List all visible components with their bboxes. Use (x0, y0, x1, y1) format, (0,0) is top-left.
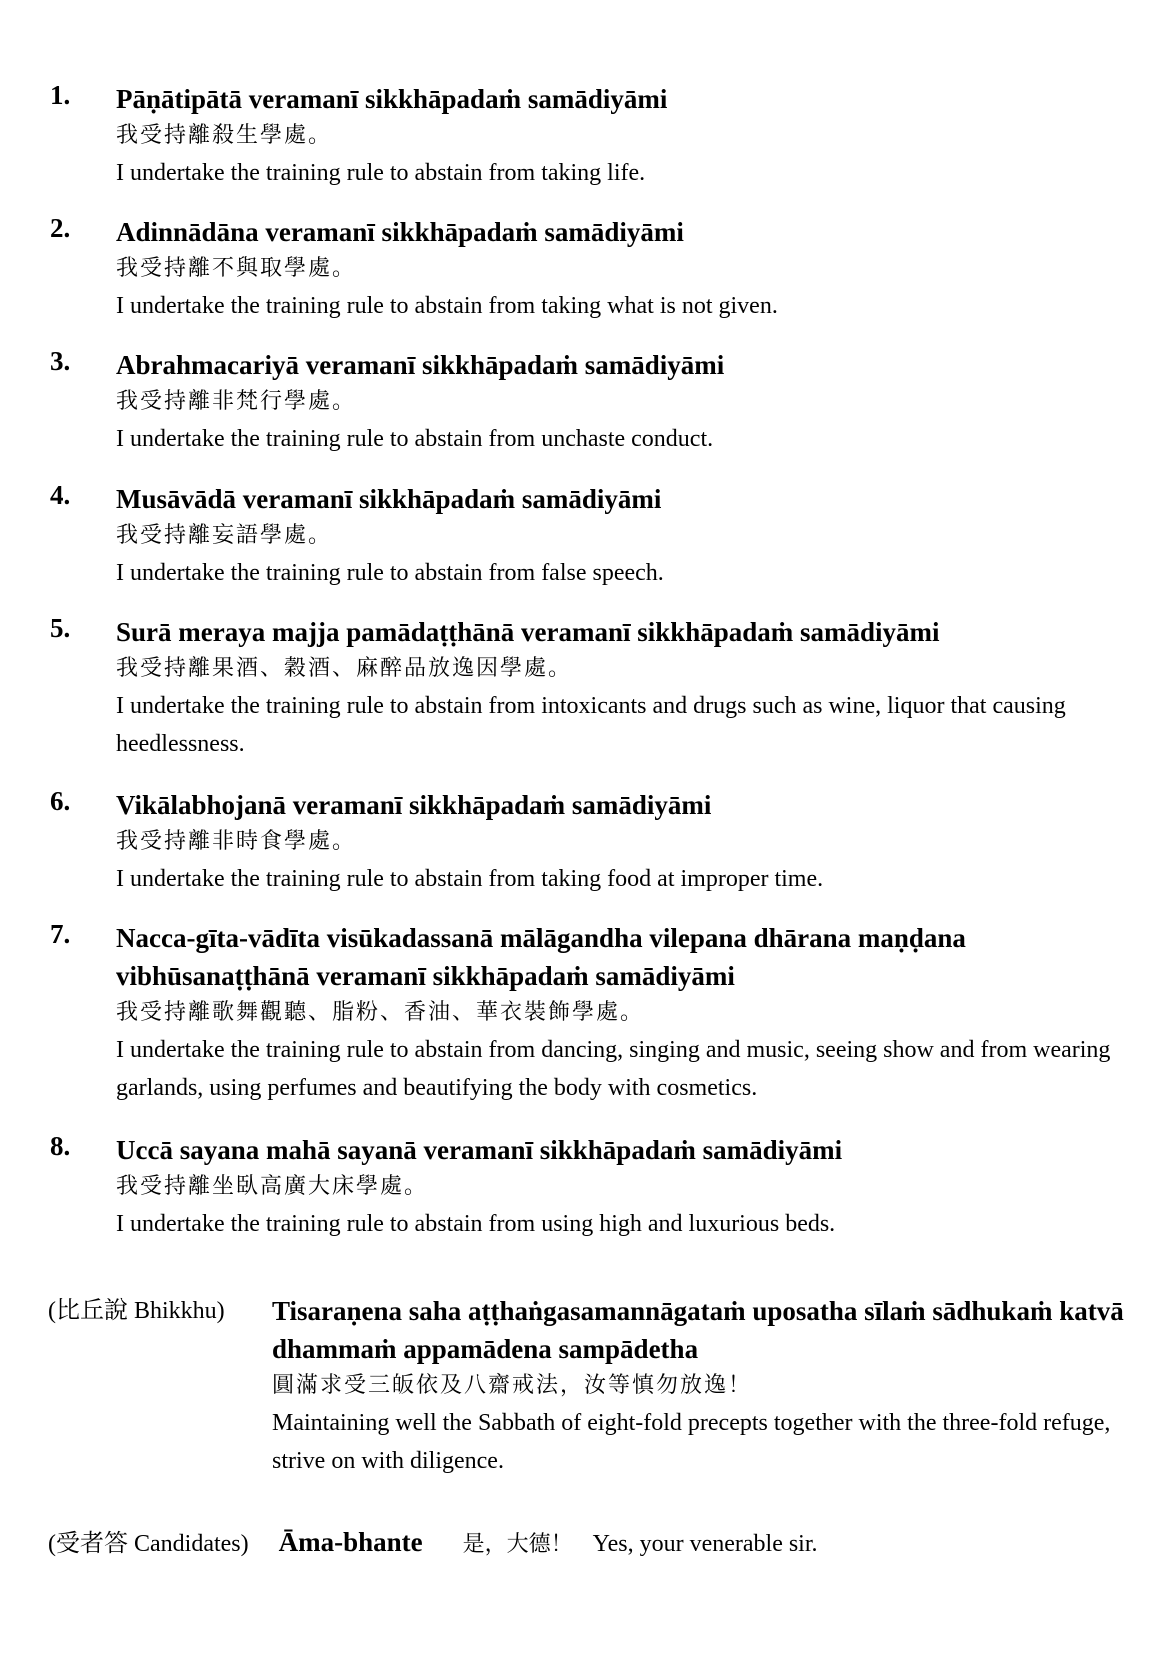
precept-pali: Musāvādā veramanī sikkhāpadaṁ samādiyāmi (116, 484, 662, 514)
exhortation-pali: Tisaraṇena saha aṭṭhaṅgasamannāgataṁ uposatha sīlaṁ sādhukaṁ katvā dhammaṁ appamādena sampādetha (272, 1296, 1124, 1364)
candidates-role-label: (受者答 Candidates) (48, 1531, 249, 1557)
precept-english: I undertake the training rule to abstain from taking food at improper time. (116, 866, 824, 892)
precept-pali: Surā meraya majja pamādaṭṭhānā veramanī sikkhāpadaṁ samādiyāmi (116, 617, 940, 647)
precept-number: 2. (50, 213, 71, 243)
exhortation-chinese: 圓滿求受三皈依及八齋戒法，汝等慎勿放逸！ (272, 1373, 753, 1398)
response-chinese: 是，大德！ (462, 1532, 573, 1557)
precept-english: I undertake the training rule to abstain from dancing, singing and music, seeing show and from wearing garlands, using perfumes and beautifying the body with cosmetics. (116, 1037, 1111, 1101)
precept-number: 1. (50, 80, 71, 110)
precept-chinese: 我受持離殺生學處。 (116, 123, 333, 148)
precept-pali: Adinnādāna veramanī sikkhāpadaṁ samādiyāmi (116, 217, 684, 247)
precept-english: I undertake the training rule to abstain from taking life. (116, 160, 646, 186)
precept-chinese: 我受持離妄語學處。 (116, 523, 333, 548)
precept-chinese: 我受持離非梵行學處。 (116, 389, 357, 414)
exhortation-english: Maintaining well the Sabbath of eight-fold precepts together with the three-fold refuge, strive on with diligence. (272, 1410, 1111, 1474)
precept-number: 6. (50, 786, 71, 816)
precept-number: 7. (50, 919, 71, 949)
precept-english: I undertake the training rule to abstain from taking what is not given. (116, 293, 778, 319)
precept-pali: Vikālabhojanā veramanī sikkhāpadaṁ samādiyāmi (116, 790, 712, 820)
precept-pali: Uccā sayana mahā sayanā veramanī sikkhāpadaṁ samādiyāmi (116, 1135, 843, 1165)
precept-english: I undertake the training rule to abstain from intoxicants and drugs such as wine, liquor that causing heedlessness. (116, 693, 1066, 757)
precept-chinese: 我受持離果酒、穀酒、麻醉品放逸因學處。 (116, 656, 573, 681)
precept-pali: Nacca-gīta-vādīta visūkadassanā mālāgandha vilepana dhārana maṇḍana vibhūsanaṭṭhānā veramanī sikkhāpadaṁ samādiyāmi (116, 923, 966, 991)
bhikkhu-role-label: (比丘說 Bhikkhu) (48, 1298, 225, 1324)
precept-pali: Pāṇātipātā veramanī sikkhāpadaṁ samādiyāmi (116, 84, 668, 114)
precept-chinese: 我受持離非時食學處。 (116, 829, 357, 854)
precept-pali: Abrahmacariyā veramanī sikkhāpadaṁ samādiyāmi (116, 350, 725, 380)
response-pali: Āma-bhante (278, 1527, 423, 1557)
precept-english: I undertake the training rule to abstain from using high and luxurious beds. (116, 1211, 836, 1237)
precept-english: I undertake the training rule to abstain from unchaste conduct. (116, 426, 714, 452)
candidates-response (48, 1523, 818, 1564)
precept-number: 4. (50, 480, 71, 510)
precept-chinese: 我受持離不與取學處。 (116, 256, 357, 281)
precept-chinese: 我受持離坐臥高廣大床學處。 (116, 1174, 429, 1199)
response-english: Yes, your venerable sir. (592, 1531, 818, 1557)
precept-number: 8. (50, 1131, 71, 1161)
precept-english: I undertake the training rule to abstain from false speech. (116, 560, 664, 586)
precept-chinese: 我受持離歌舞觀聽、脂粉、香油、華衣裝飾學處。 (116, 1000, 645, 1025)
precept-number: 3. (50, 346, 71, 376)
precept-number: 5. (50, 613, 71, 643)
